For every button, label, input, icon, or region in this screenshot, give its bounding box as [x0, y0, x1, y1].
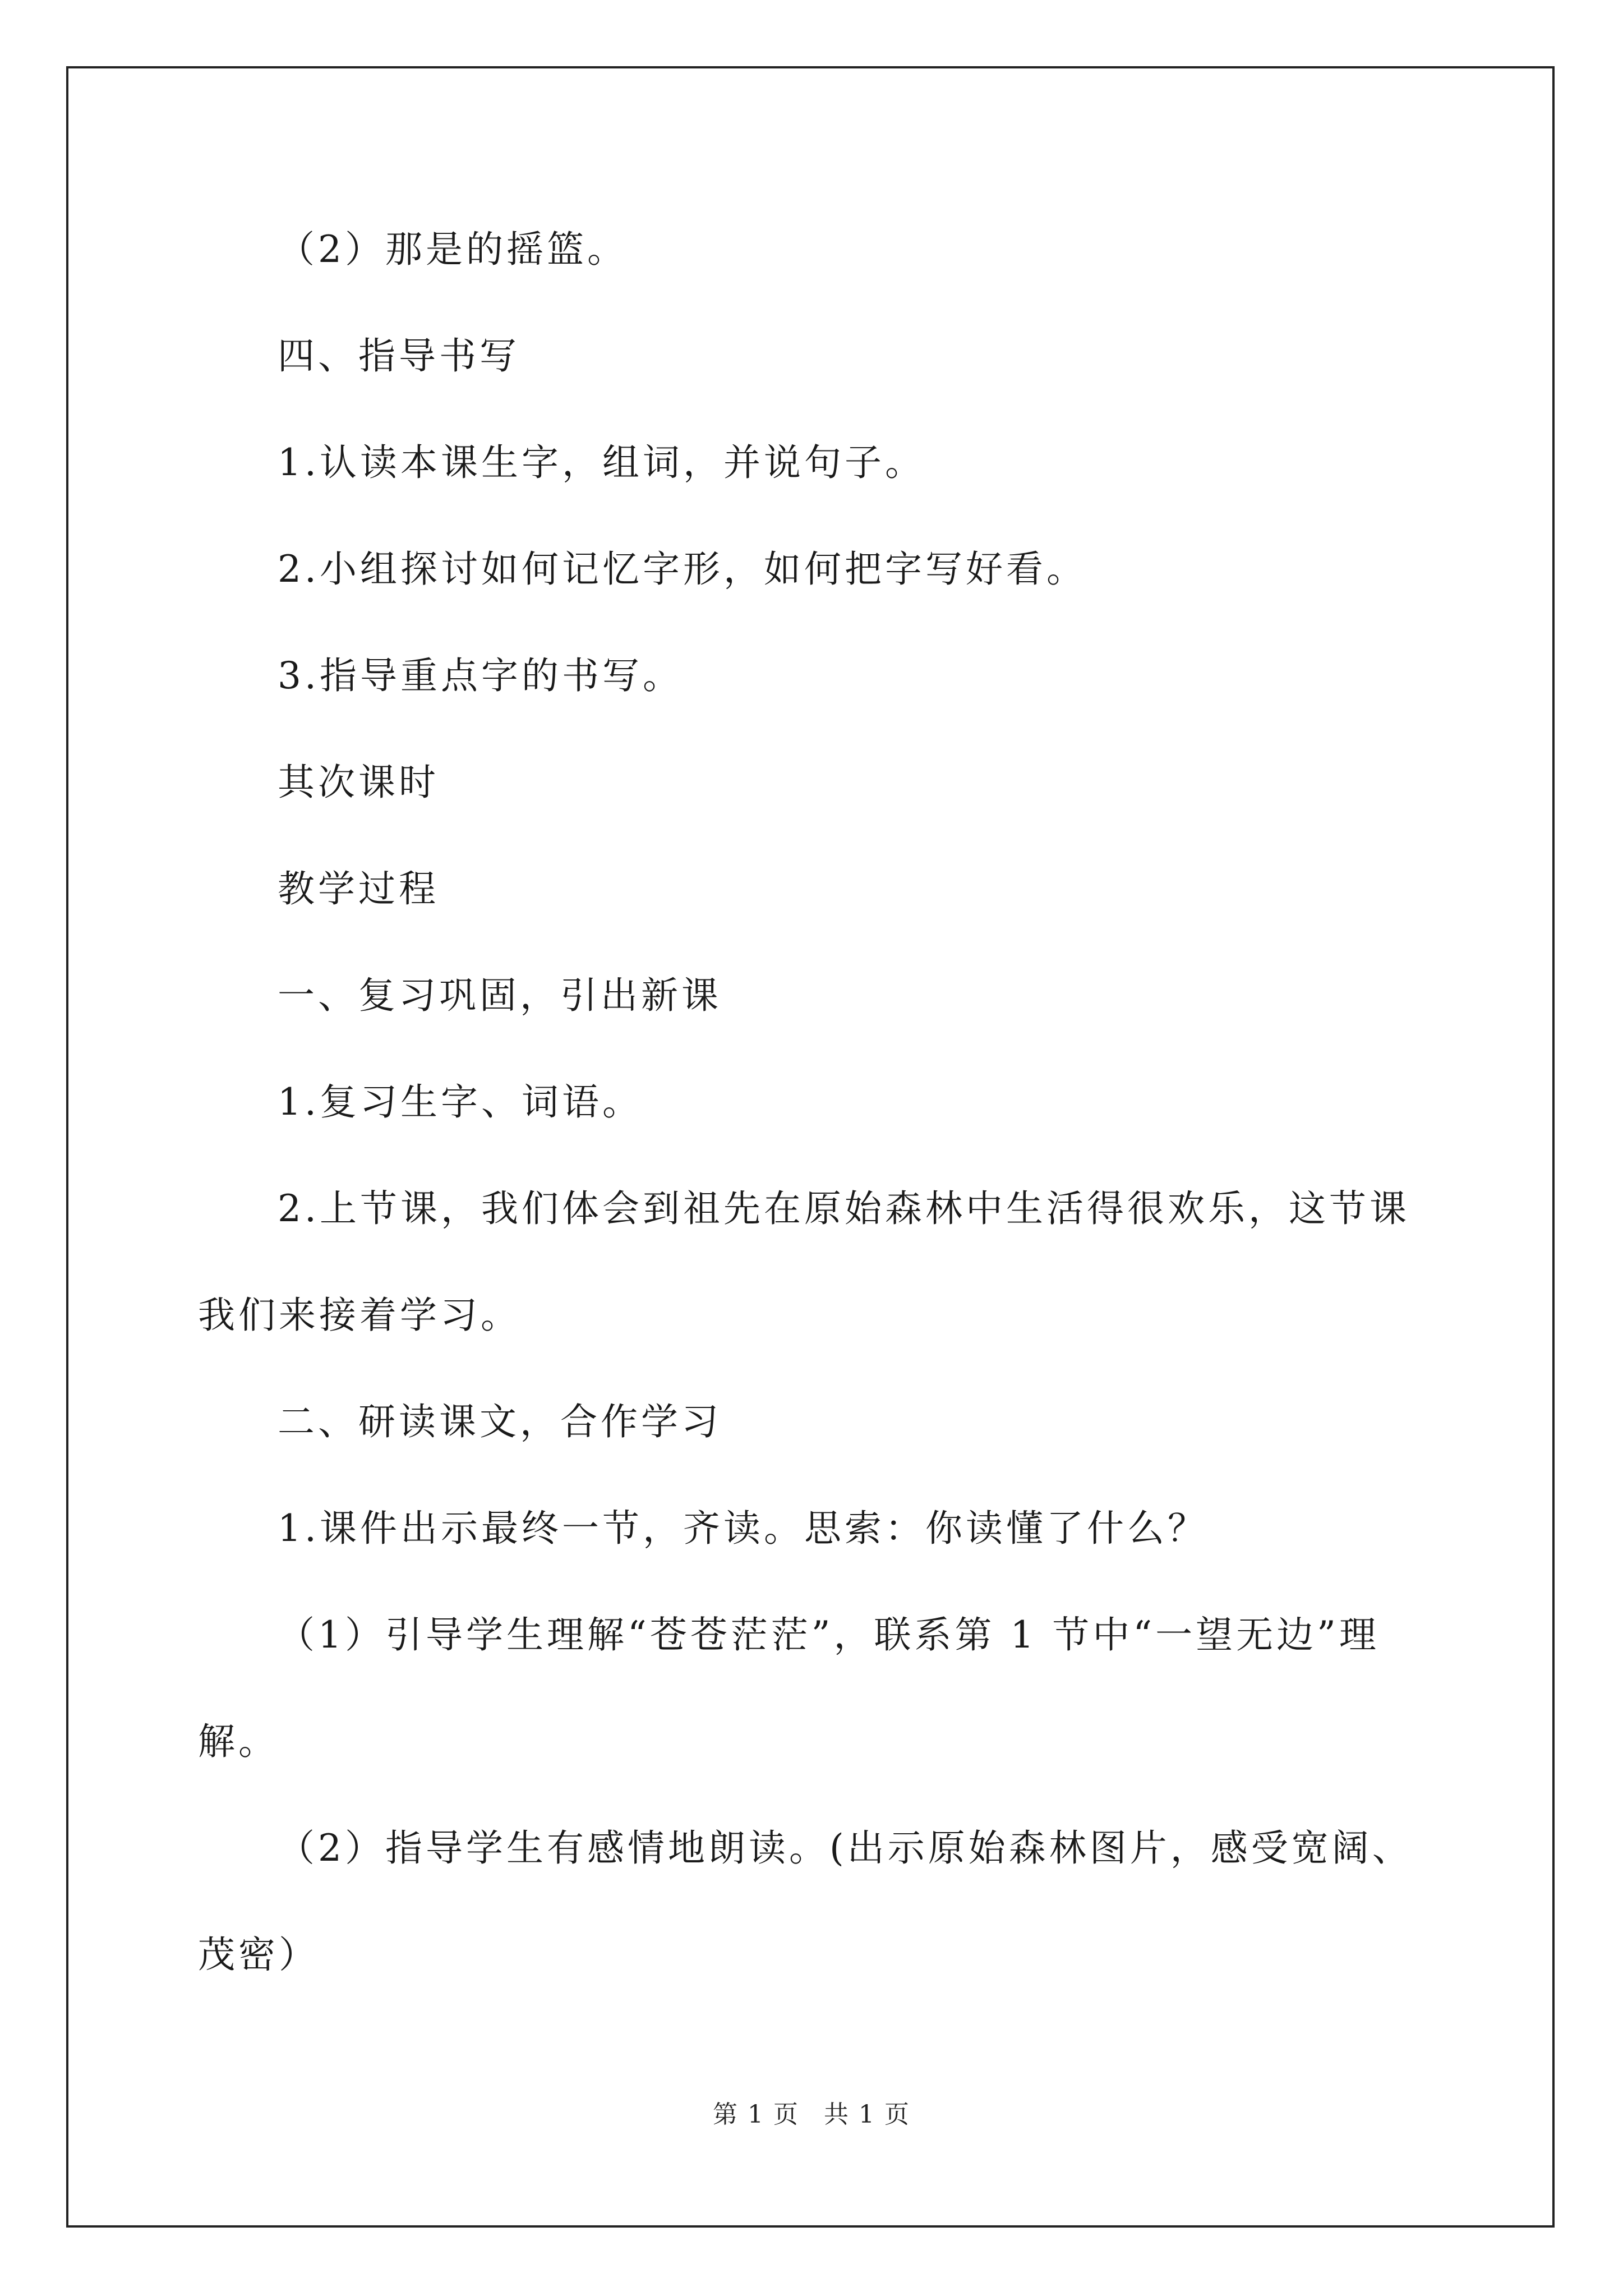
page-number-total: 共 1 页 [824, 2100, 910, 2129]
text-line: 1.复习生字、词语。 [278, 1080, 643, 1124]
section-heading: 教学过程 [278, 867, 439, 910]
text-line: （2）那是的摇篮。 [278, 228, 628, 271]
text-line: 2.上节课，我们体会到祖先在原始森林中生活得很欢乐，这节课 [278, 1187, 1410, 1230]
text-line: 1.课件出示最终一节，齐读。思索：你读懂了什么？ [278, 1507, 1208, 1550]
text-line: 1.认读本课生字，组词，并说句子。 [278, 441, 925, 484]
text-line: 我们来接着学习。 [198, 1294, 521, 1337]
text-line: （1）引导学生理解“苍苍茫茫”，联系第 1 节中“一望无边”理 [278, 1613, 1380, 1657]
section-heading: 其次课时 [278, 761, 439, 804]
page-number-current: 第 1 页 [713, 2100, 799, 2129]
text-line: （2）指导学生有感情地朗读。(出示原始森林图片，感受宽阔、 [278, 1826, 1413, 1870]
page-border [66, 66, 1555, 2228]
text-line: 茂密） [198, 1933, 319, 1976]
section-heading: 一、复习巩固，引出新课 [278, 974, 722, 1017]
text-line: 解。 [198, 1720, 279, 1763]
text-line: 2.小组探讨如何记忆字形，如何把字写好看。 [278, 547, 1087, 591]
section-heading: 四、指导书写 [278, 334, 520, 378]
text-line: 3.指导重点字的书写。 [278, 654, 683, 697]
page-footer [0, 2098, 1623, 2132]
section-heading: 二、研读课文，合作学习 [278, 1400, 722, 1443]
